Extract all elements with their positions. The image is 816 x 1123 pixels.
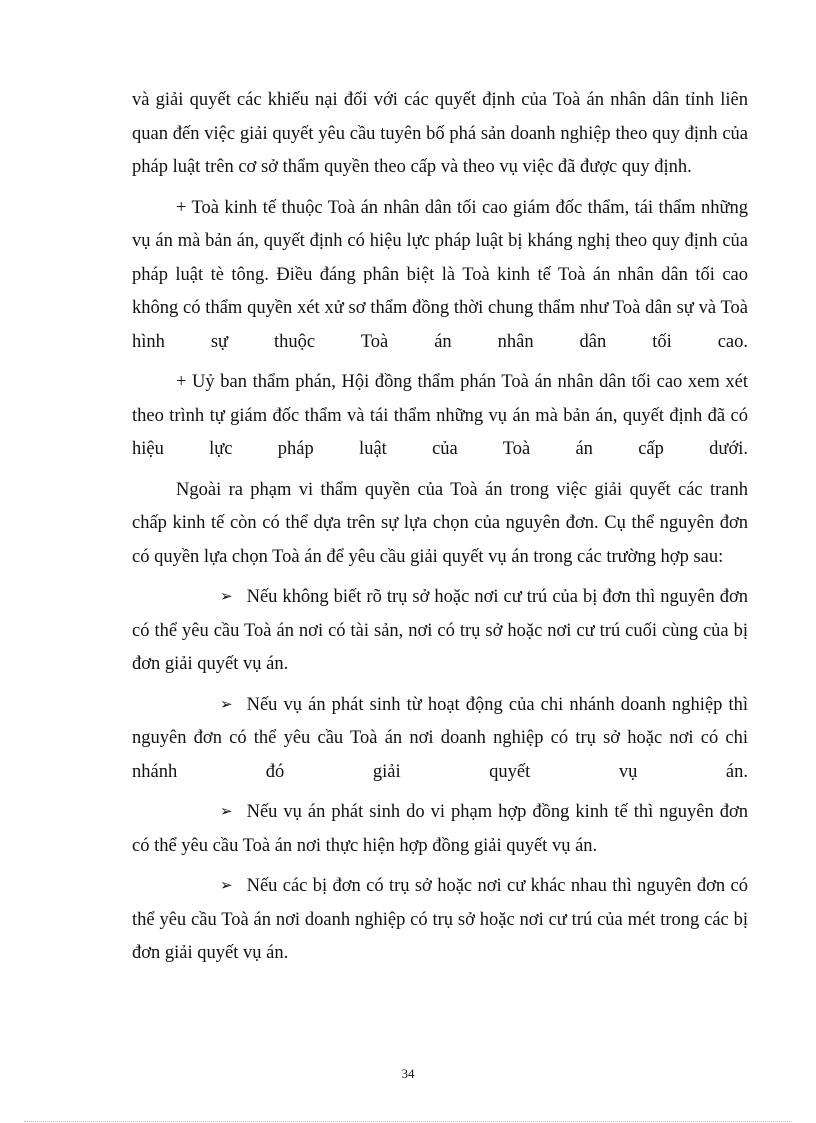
arrow-bullet-icon: ➢ <box>220 587 233 605</box>
bullet-item <box>132 689 748 790</box>
paragraph-judges-committee: + Uỷ ban thẩm phán, Hội đồng thẩm phán Toà án nhân dân tối cao xem xét theo trình tự giám đốc thẩm và tái thẩm những vụ án mà bản án, quyết định đã có hiệu lực pháp luật của Toà án cấp dưới. <box>132 372 748 459</box>
bullet-item <box>132 796 748 863</box>
bullet-text: Nếu vụ án phát sinh do vi phạm hợp đồng kinh tế thì nguyên đơn có thể yêu cầu Toà án nơi thực hiện hợp đồng giải quyết vụ án. <box>132 802 748 856</box>
bullet-text: Nếu không biết rõ trụ sở hoặc nơi cư trú của bị đơn thì nguyên đơn có thể yêu cầu Toà án nơi có tài sản, nơi có trụ sở hoặc nơi cư trú cuối cùng của bị đơn giải quyết vụ án. <box>132 587 748 674</box>
bullet-item <box>132 870 748 971</box>
arrow-bullet-icon: ➢ <box>220 694 233 713</box>
page-bottom-divider <box>24 1121 792 1122</box>
arrow-bullet-icon: ➢ <box>220 876 233 894</box>
paragraph-economic-court: + Toà kinh tế thuộc Toà án nhân dân tối cao giám đốc thẩm, tái thẩm những vụ án mà bản án, quyết định có hiệu lực pháp luật bị kháng nghị theo quy định của pháp luật tè tông. Điều đáng phân biệt là Toà kinh tế Toà án nhân dân tối cao không có thẩm quyền xét xử sơ thẩm đồng thời chung thẩm như Toà dân sự và Toà hình sự thuộc Toà án nhân dân tối cao. <box>132 197 748 352</box>
paragraph-continuation: và giải quyết các khiếu nại đối với các quyết định của Toà án nhân dân tỉnh liên quan đến việc giải quyết yêu cầu tuyên bố phá sản doanh nghiệp theo quy định của pháp luật trên cơ sở thẩm quyền theo cấp và theo vụ việc đã được quy định. <box>132 90 748 177</box>
paragraph-jurisdiction-choice: Ngoài ra phạm vi thẩm quyền của Toà án trong việc giải quyết các tranh chấp kinh tế còn có thể dựa trên sự lựa chọn của nguyên đơn. Cụ thể nguyên đơn có quyền lựa chọn Toà án để yêu cầu giải quyết vụ án trong các trường hợp sau: <box>132 479 748 567</box>
bullet-item <box>132 581 748 682</box>
body-text <box>132 84 748 978</box>
page-number: 34 <box>401 1066 415 1081</box>
bullet-text: Nếu vụ án phát sinh từ hoạt động của chi nhánh doanh nghiệp thì nguyên đơn có thể yêu cầu Toà án nơi doanh nghiệp có trụ sở hoặc nơi có chi nhánh đó giải quyết vụ án. <box>132 694 748 782</box>
arrow-bullet-icon: ➢ <box>220 802 233 820</box>
bullet-text: Nếu các bị đơn có trụ sở hoặc nơi cư khác nhau thì nguyên đơn có thể yêu cầu Toà án nơi doanh nghiệp có trụ sở hoặc nơi cư trú của mét trong các bị đơn giải quyết vụ án. <box>132 876 748 963</box>
